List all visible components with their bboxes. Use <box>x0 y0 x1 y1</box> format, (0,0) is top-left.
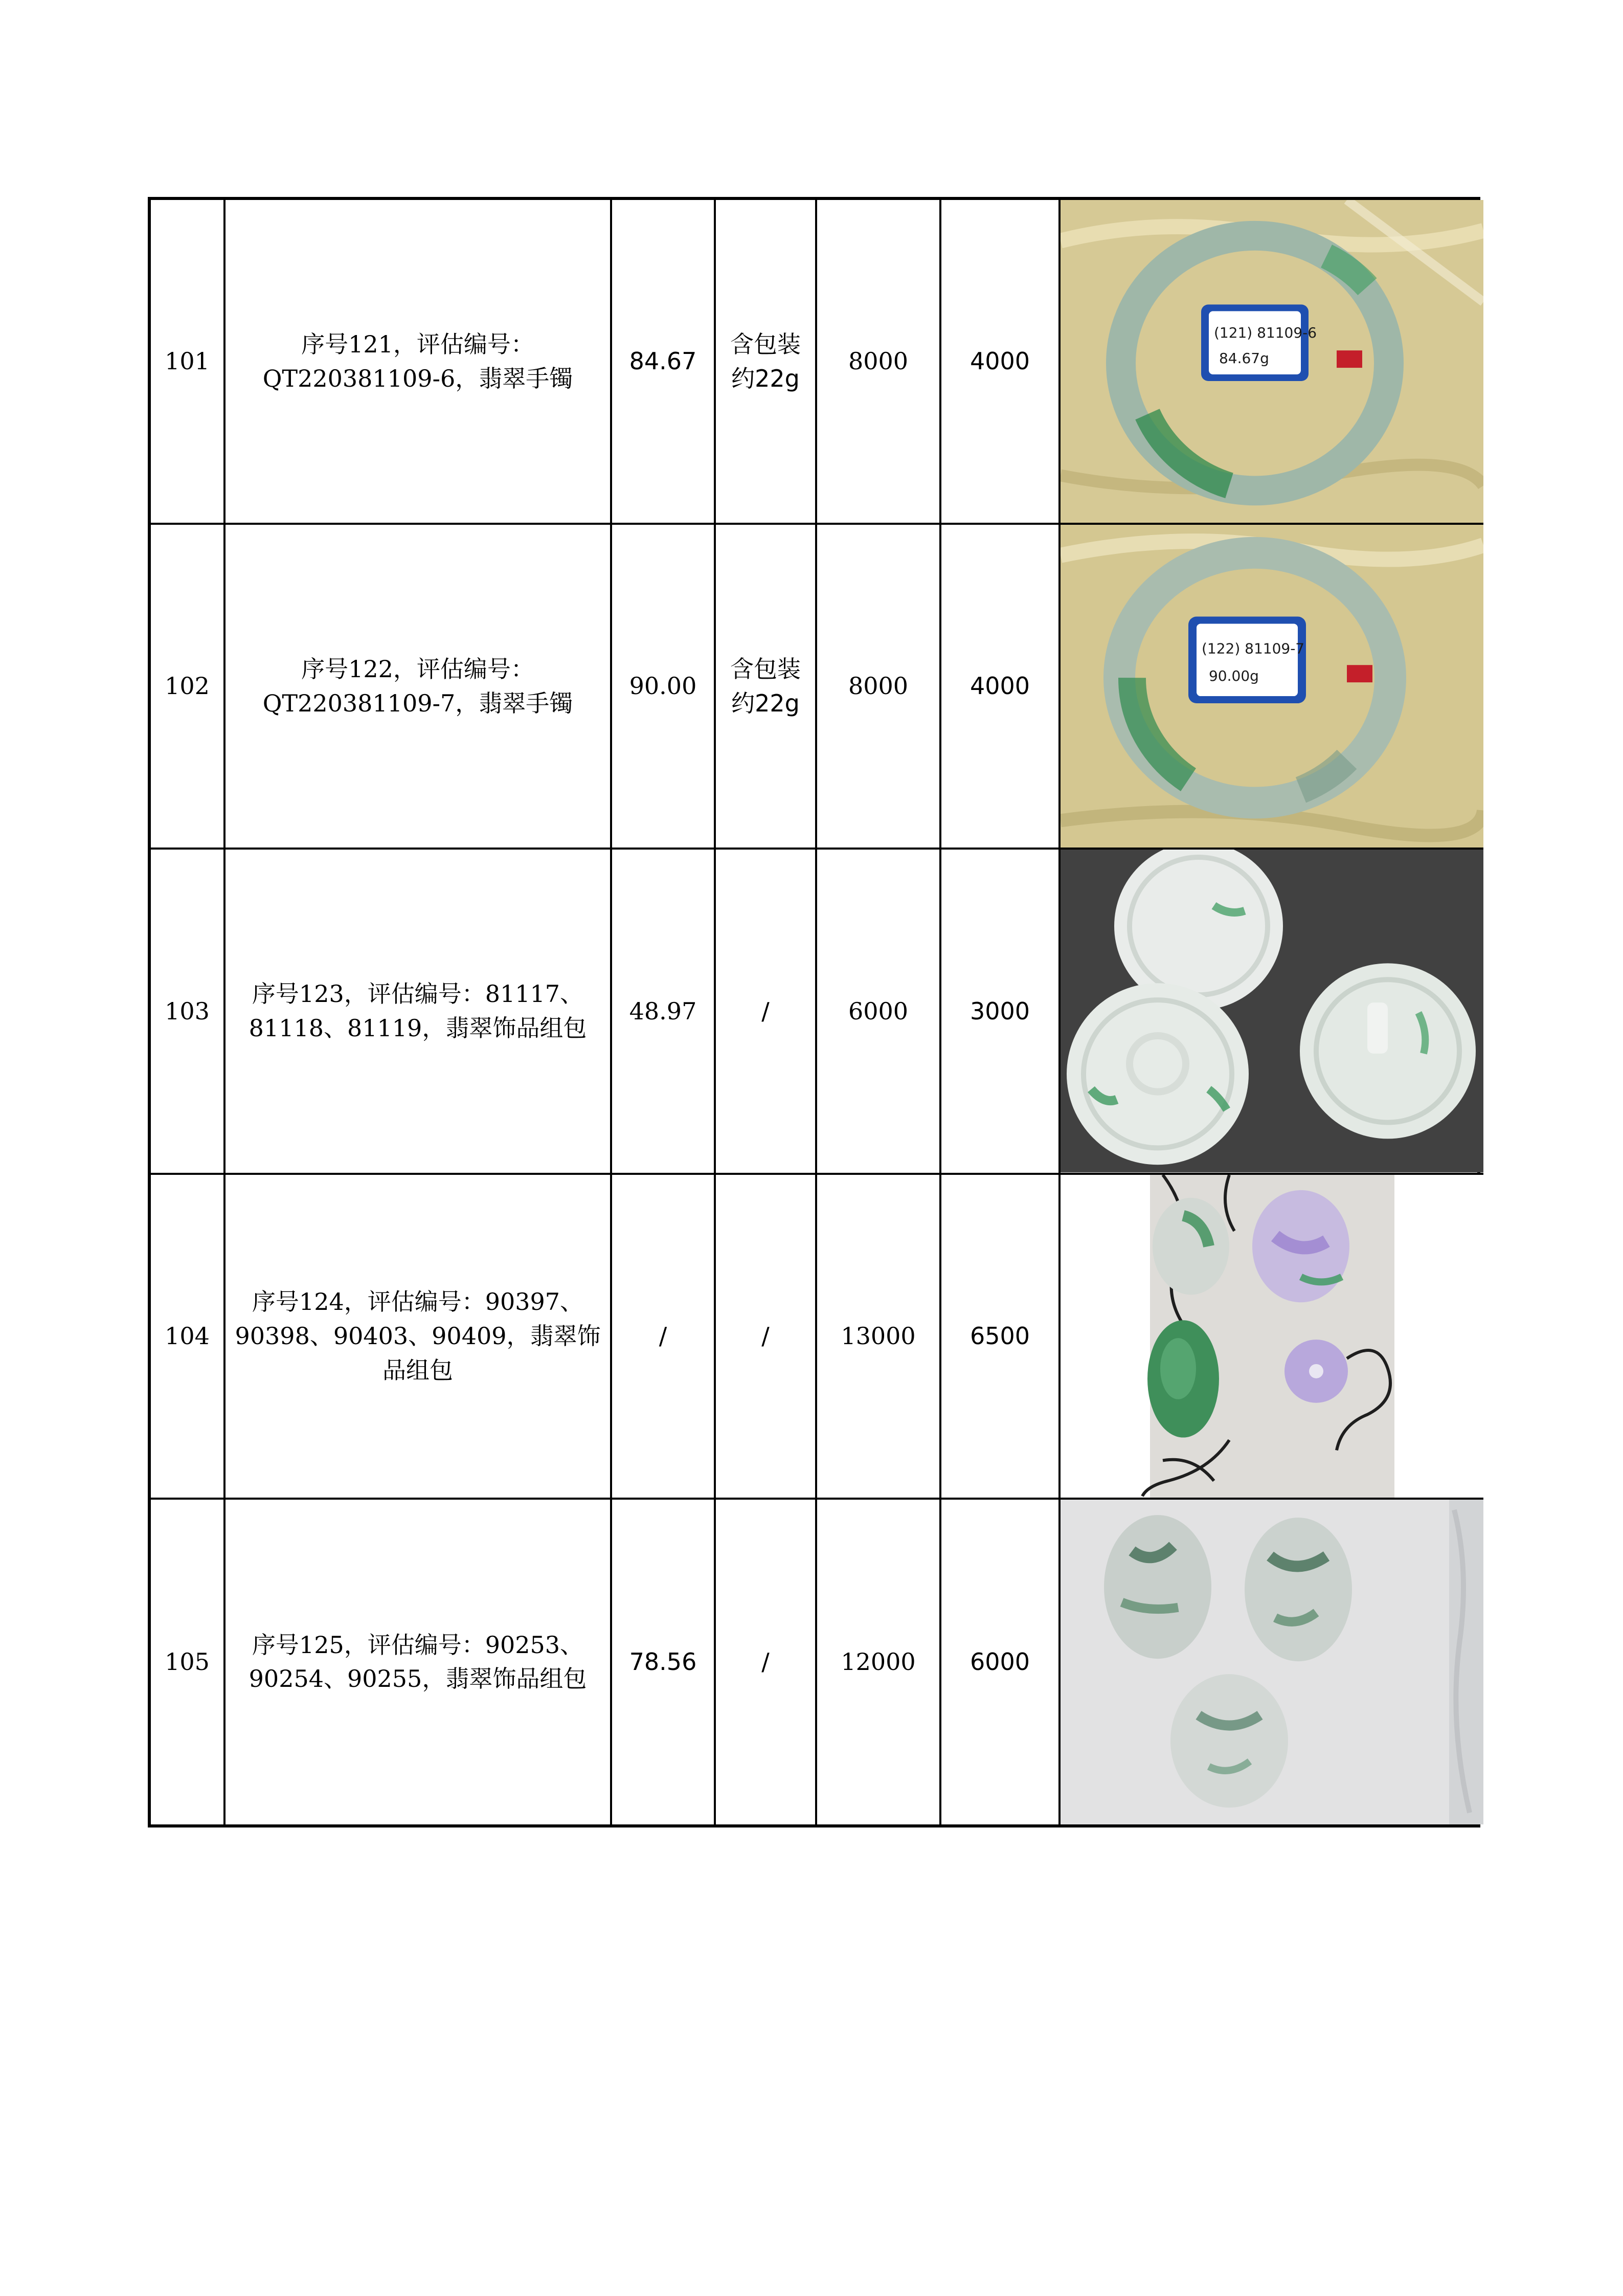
bag-label-text: 90.00g <box>1209 667 1259 685</box>
jade-carvings-image <box>1061 1500 1483 1824</box>
cell-start-price: 4000 <box>941 525 1061 850</box>
cell-note: 含包装 约22g <box>716 200 817 525</box>
cell-weight: / <box>612 1175 716 1500</box>
bag-label-text: (121) 81109-6 <box>1214 324 1317 342</box>
jade-bangle-image <box>1061 525 1483 848</box>
jade-bangle-photo <box>1061 200 1483 525</box>
cell-description: 序号124，评估编号：90397、 90398、90403、90409，翡翠饰 品组包 <box>226 1175 612 1500</box>
jade-bangle-image <box>1061 200 1483 523</box>
cell-no: 102 <box>151 525 226 850</box>
cell-note: / <box>716 1175 817 1500</box>
cell-appraised-value: 6000 <box>817 850 941 1174</box>
cell-appraised-value: 12000 <box>817 1500 941 1824</box>
cell-appraised-value: 8000 <box>817 200 941 525</box>
jade-discs-image <box>1061 850 1483 1172</box>
cell-description: 序号121，评估编号： QT220381109-6，翡翠手镯 <box>226 200 612 525</box>
cell-description: 序号123，评估编号：81117、 81118、81119，翡翠饰品组包 <box>226 850 612 1174</box>
cell-weight: 90.00 <box>612 525 716 850</box>
item-table <box>148 197 1480 1827</box>
cell-start-price: 4000 <box>941 200 1061 525</box>
cell-no: 103 <box>151 850 226 1174</box>
cell-weight: 78.56 <box>612 1500 716 1824</box>
jade-discs-photo <box>1061 850 1483 1174</box>
cell-description: 序号125，评估编号：90253、 90254、90255，翡翠饰品组包 <box>226 1500 612 1824</box>
cell-no: 104 <box>151 1175 226 1500</box>
cell-start-price: 3000 <box>941 850 1061 1174</box>
cell-appraised-value: 13000 <box>817 1175 941 1500</box>
cell-start-price: 6000 <box>941 1500 1061 1824</box>
cell-weight: 48.97 <box>612 850 716 1174</box>
cell-start-price: 6500 <box>941 1175 1061 1500</box>
cell-note: / <box>716 1500 817 1824</box>
cell-appraised-value: 8000 <box>817 525 941 850</box>
jade-pendants-photo <box>1061 1175 1483 1500</box>
jade-bangle-photo <box>1061 525 1483 850</box>
cell-no: 101 <box>151 200 226 525</box>
bag-label-text: 84.67g <box>1219 350 1269 367</box>
cell-no: 105 <box>151 1500 226 1824</box>
cell-note: 含包装 约22g <box>716 525 817 850</box>
jade-pendants-image <box>1061 1175 1483 1498</box>
cell-description: 序号122，评估编号： QT220381109-7，翡翠手镯 <box>226 525 612 850</box>
cell-weight: 84.67 <box>612 200 716 525</box>
cell-note: / <box>716 850 817 1174</box>
jade-carvings-photo <box>1061 1500 1483 1824</box>
bag-label-text: (122) 81109-7 <box>1202 640 1305 657</box>
